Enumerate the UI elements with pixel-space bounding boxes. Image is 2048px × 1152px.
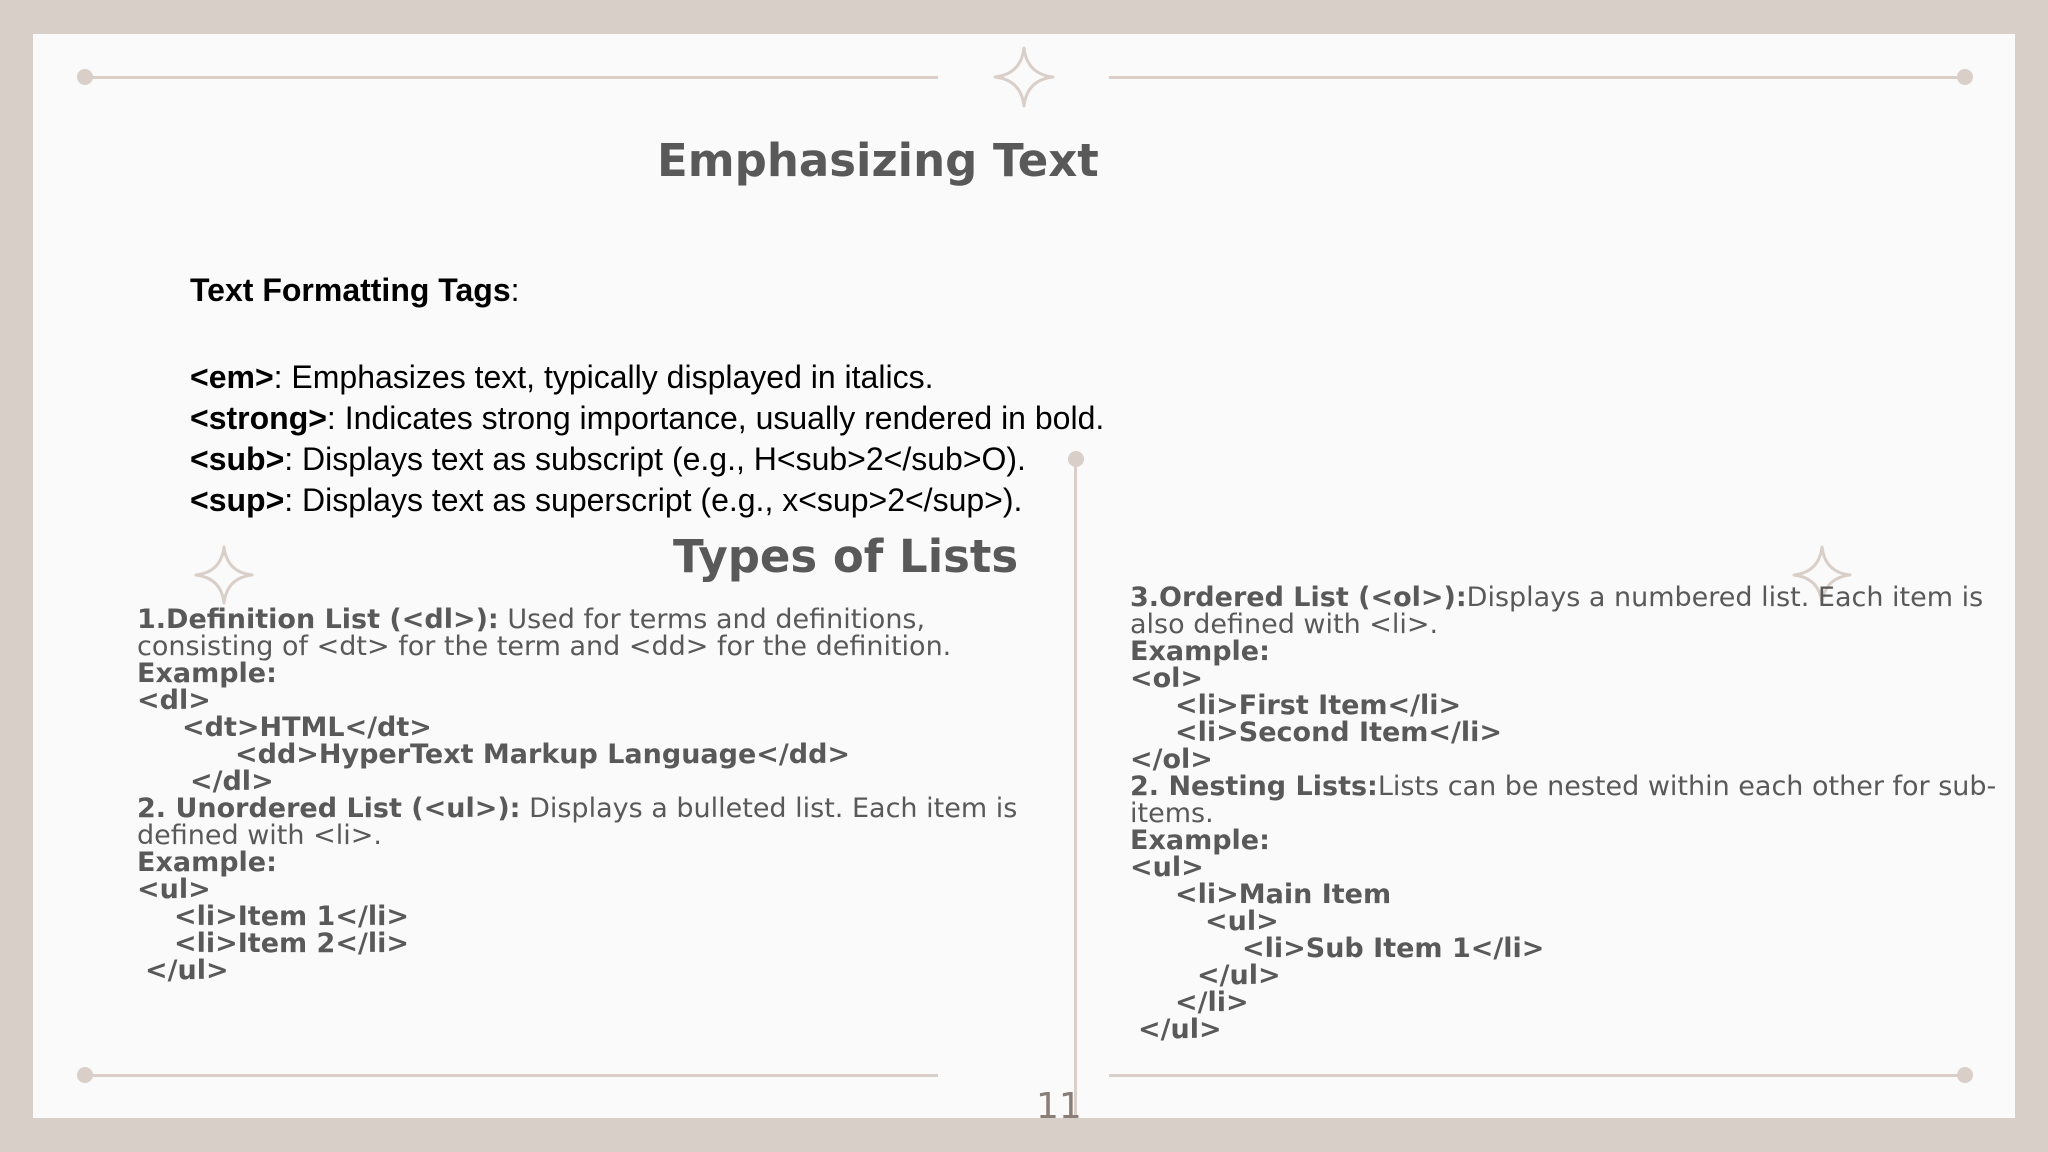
- example-label: Example:: [137, 658, 277, 689]
- code-line: </ul>: [145, 955, 229, 986]
- code-line: <dt>HTML</dt>: [182, 712, 432, 743]
- code-line: <li>Second Item</li>: [1175, 717, 1503, 748]
- bottom-rule-left: [85, 1074, 938, 1077]
- column-divider: [1074, 459, 1077, 1118]
- code-line: <ul>: [137, 874, 211, 905]
- example-label: Example:: [1130, 825, 1270, 856]
- code-line: </li>: [1175, 987, 1249, 1018]
- code-line: <li>Item 2</li>: [174, 928, 409, 959]
- page-title: Emphasizing Text: [657, 134, 1099, 187]
- ordered-list-line: 3.Ordered List (<ol>):Displays a numbered list. Each item is: [1130, 582, 1984, 613]
- definition-list-line: 1.Definition List (<dl>): Used for terms and definitions,: [137, 604, 926, 635]
- code-line: </dl>: [190, 766, 274, 797]
- unordered-list-line: 2. Unordered List (<ul>): Displays a bulleted list. Each item is: [137, 793, 1018, 824]
- formatting-item: <em>: Emphasizes text, typically displayed in italics.: [190, 359, 934, 395]
- code-line: <li>Item 1</li>: [174, 901, 409, 932]
- nesting-list-line: 2. Nesting Lists:Lists can be nested within each other for sub-: [1130, 771, 1997, 802]
- lists-title: Types of Lists: [673, 530, 1019, 583]
- code-line: <ul>: [1130, 852, 1204, 883]
- page-number: 11: [1036, 1086, 1082, 1127]
- nesting-desc: items.: [1130, 798, 1214, 829]
- top-rule-right: [1109, 76, 1962, 79]
- formatting-item: <sup>: Displays text as superscript (e.g., x<sup>2</sup>).: [190, 482, 1023, 518]
- right-column: [1130, 584, 1996, 1043]
- ordered-desc: also defined with <li>.: [1130, 609, 1439, 640]
- code-line: <dd>HyperText Markup Language</dd>: [235, 739, 851, 770]
- bottom-rule-right: [1109, 1074, 1962, 1077]
- definition-desc: consisting of <dt> for the term and <dd> for the definition.: [137, 631, 952, 662]
- sparkle-icon: [194, 545, 254, 605]
- code-line: <li>Main Item: [1175, 879, 1392, 910]
- top-rule-left: [85, 76, 938, 79]
- code-line: </ol>: [1130, 744, 1213, 775]
- formatting-item: <strong>: Indicates strong importance, usually rendered in bold.: [190, 400, 1105, 436]
- code-line: <ul>: [1205, 906, 1279, 937]
- unordered-desc: defined with <li>.: [137, 820, 382, 851]
- slide: [33, 34, 2015, 1127]
- decor-dot: [1957, 69, 1973, 85]
- code-line: </ul>: [1197, 960, 1281, 991]
- formatting-item: <sub>: Displays text as subscript (e.g., H<sub>2</sub>O).: [190, 441, 1026, 477]
- formatting-tags-block: [190, 270, 1104, 521]
- code-line: </ul>: [1138, 1014, 1222, 1045]
- code-line: <dl>: [137, 685, 211, 716]
- code-line: <li>Sub Item 1</li>: [1242, 933, 1545, 964]
- example-label: Example:: [1130, 636, 1270, 667]
- sparkle-icon: [993, 46, 1055, 108]
- example-label: Example:: [137, 847, 277, 878]
- decor-dot: [1957, 1067, 1973, 1083]
- code-line: <ol>: [1130, 663, 1204, 694]
- left-column: [137, 606, 1017, 984]
- formatting-heading: Text Formatting Tags:: [190, 272, 520, 308]
- code-line: <li>First Item</li>: [1175, 690, 1462, 721]
